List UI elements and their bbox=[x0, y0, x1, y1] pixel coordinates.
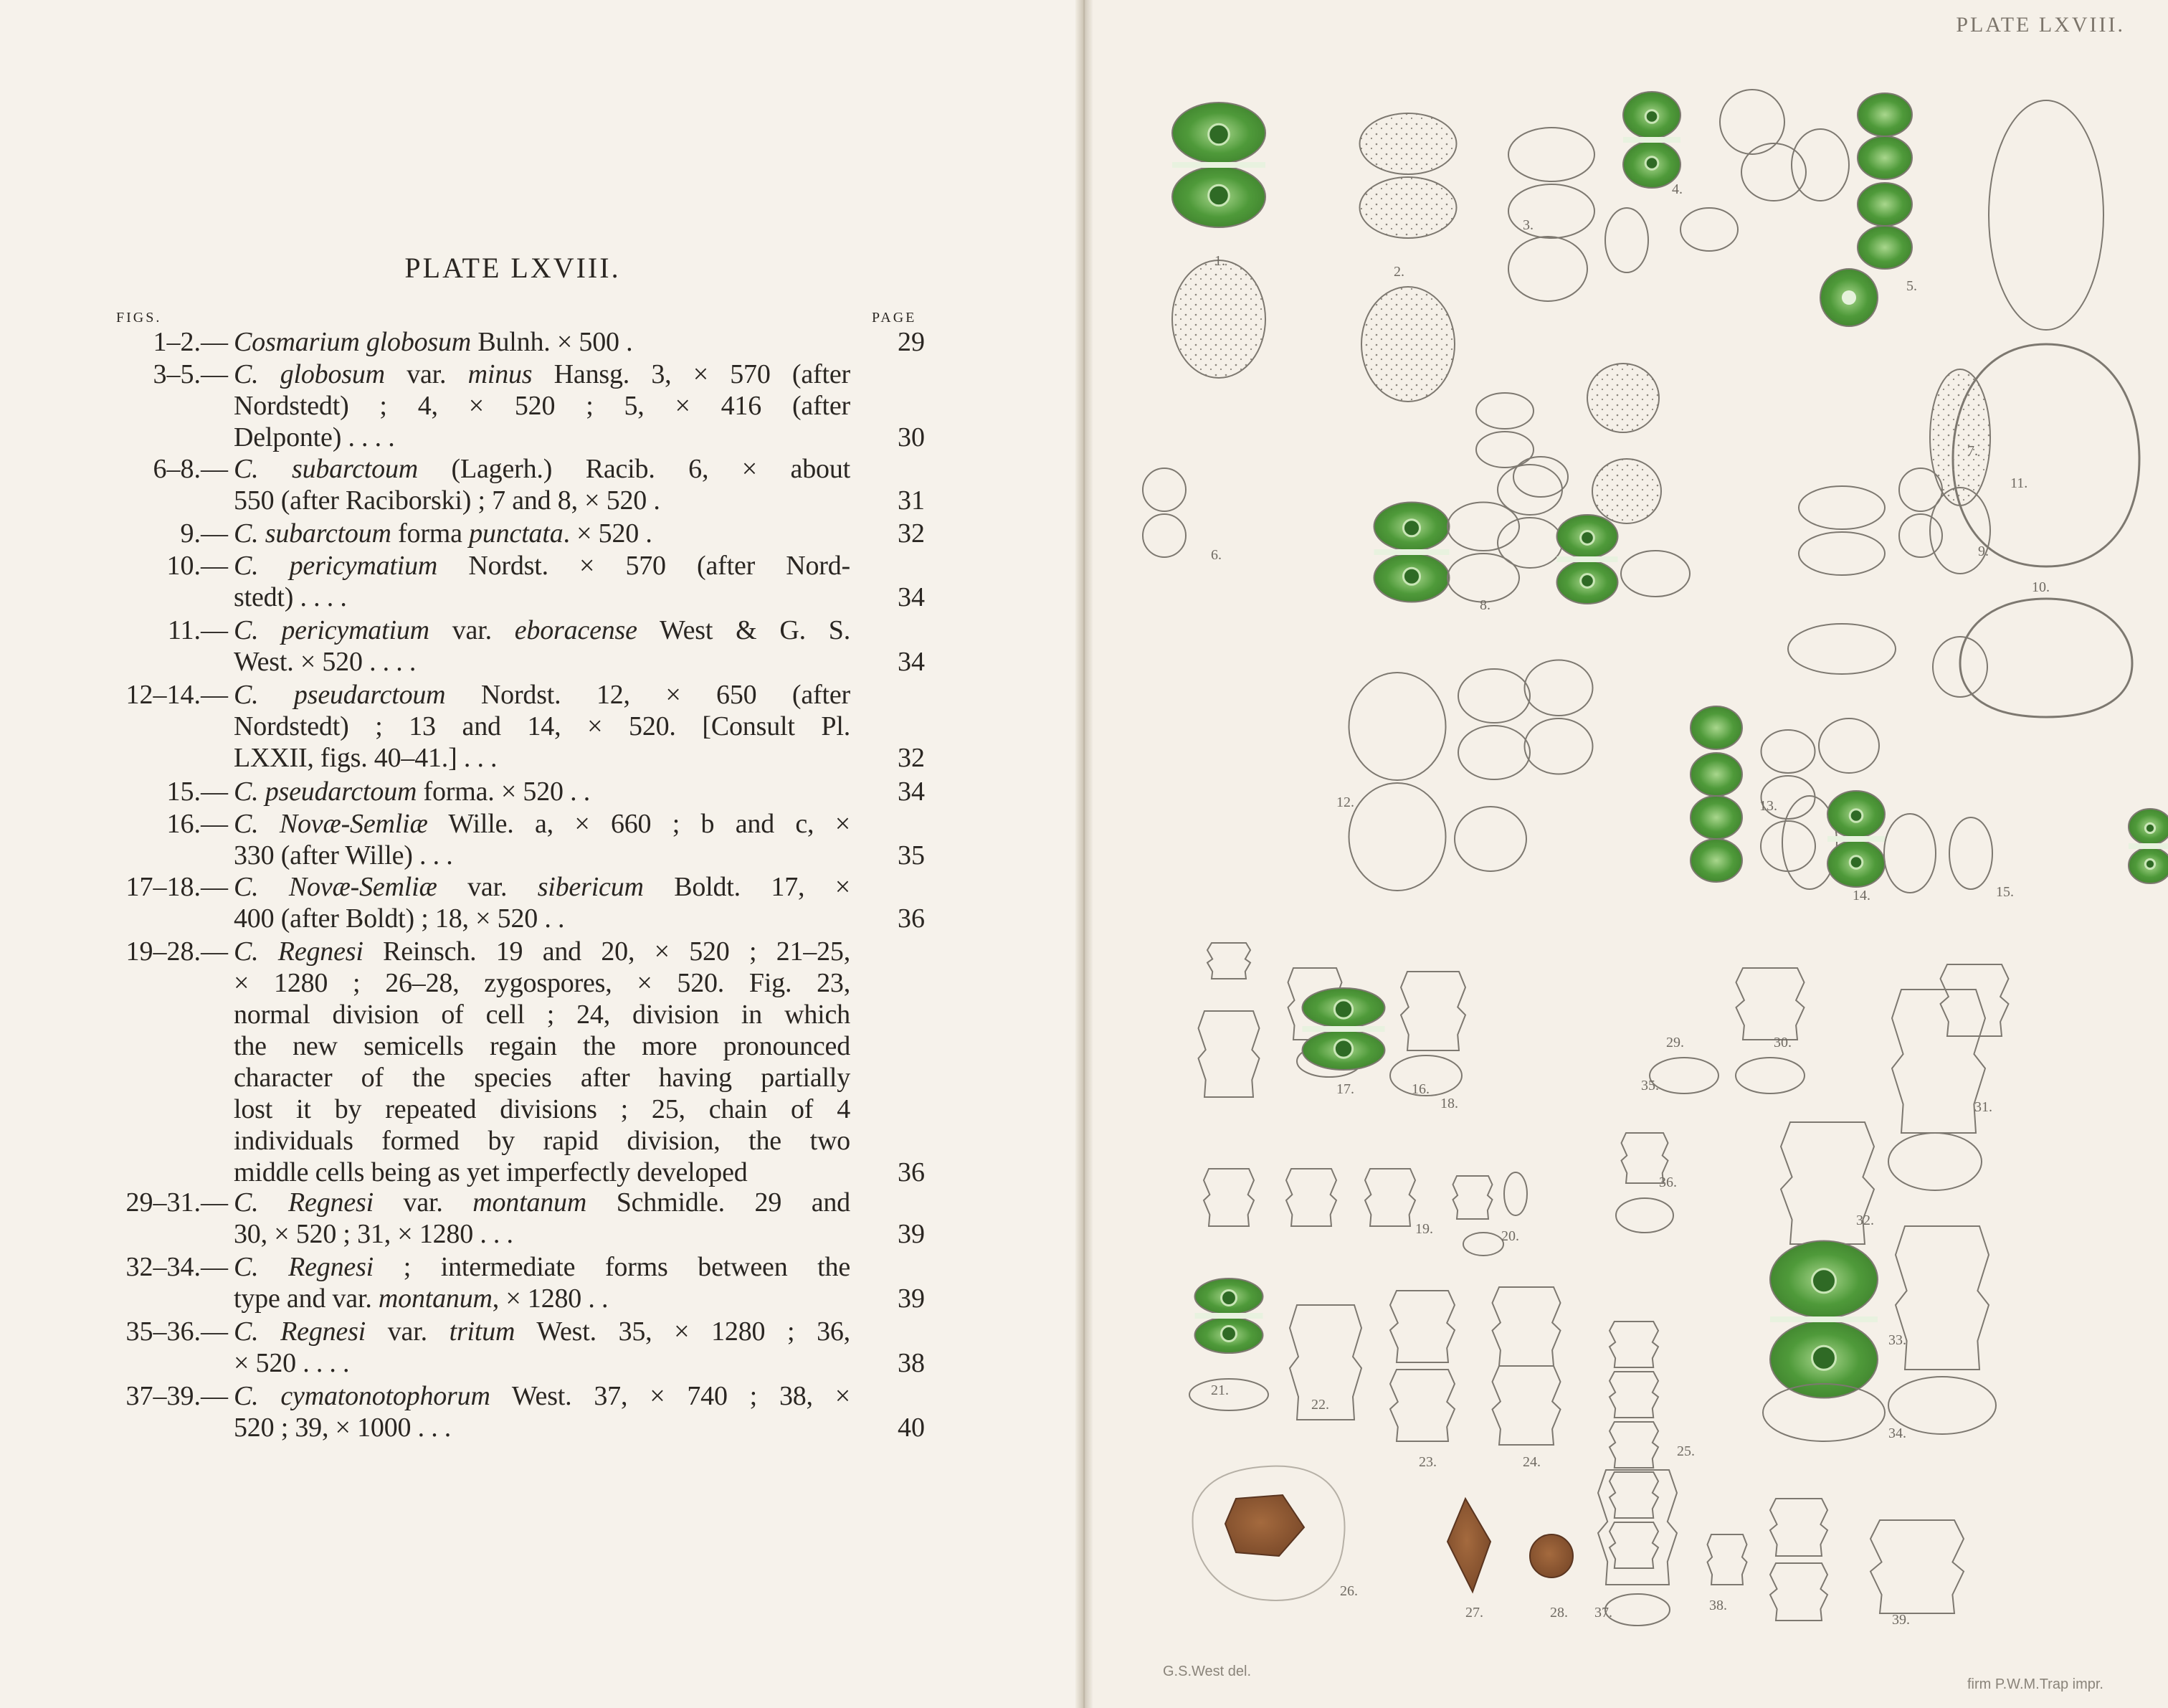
figure-number: 12. bbox=[1336, 794, 1354, 810]
entry-line: C. Novæ-Semliæ Wille. a, × 660 ; b and c, × bbox=[234, 809, 850, 839]
entry-line: Nordstedt) ; 13 and 14, × 520. [Consult Pl. bbox=[234, 711, 850, 741]
entry-line: stedt) . . . . bbox=[234, 582, 347, 612]
page-number: 36 bbox=[898, 903, 925, 934]
chain-cell bbox=[1858, 183, 1912, 226]
pyrenoid bbox=[1222, 1291, 1237, 1306]
figure-number: 13. bbox=[1759, 798, 1777, 814]
drawing-part bbox=[1143, 514, 1186, 557]
entry-line: the new semicells regain the more pronounced bbox=[234, 1031, 850, 1061]
drawing-part bbox=[1476, 432, 1534, 468]
figure-number: 26. bbox=[1340, 1583, 1358, 1599]
cell-view bbox=[1172, 260, 1265, 378]
drawing-part bbox=[1899, 514, 1942, 557]
cell-view bbox=[1680, 208, 1738, 251]
isthmus bbox=[1374, 549, 1450, 555]
drawing-part bbox=[1508, 184, 1594, 238]
entry-line: normal division of cell ; 24, division in which bbox=[234, 1000, 850, 1030]
entry-line: 520 ; 39, × 1000 . . . bbox=[234, 1413, 452, 1443]
plate-entry bbox=[0, 550, 946, 613]
figure-range: 37–39.— bbox=[125, 1381, 228, 1411]
entry-line: Cosmarium globosum Bulnh. × 500 . bbox=[234, 327, 633, 357]
cell-view bbox=[1650, 1058, 1718, 1093]
page-number: 40 bbox=[898, 1413, 925, 1443]
plate-entry bbox=[0, 1187, 946, 1250]
figure-number: 1. bbox=[1214, 253, 1225, 269]
drawing-part bbox=[1799, 486, 1885, 529]
page-number: 36 bbox=[898, 1157, 925, 1187]
plate-entry bbox=[0, 1380, 946, 1443]
entry-line: LXXII, figs. 40–41.] . . . bbox=[234, 743, 498, 773]
entry-line: C. cymatonotophorum West. 37, × 740 ; 38, × bbox=[234, 1381, 850, 1411]
figure-number: 36. bbox=[1659, 1175, 1677, 1190]
angular-cell bbox=[1941, 964, 2009, 1036]
figure-range: 3–5.— bbox=[153, 359, 228, 389]
angular-cell bbox=[1286, 1169, 1336, 1226]
figure-number: 37. bbox=[1594, 1605, 1612, 1621]
cell-view bbox=[1189, 1379, 1268, 1410]
angular-cell bbox=[1736, 968, 1805, 1040]
figure-number: 8. bbox=[1480, 597, 1490, 613]
left-page bbox=[0, 0, 1075, 1708]
entry-line: C. Novæ-Semliæ var. sibericum Boldt. 17, × bbox=[234, 872, 850, 902]
figure-number: 4. bbox=[1672, 181, 1683, 197]
page-number: 34 bbox=[898, 647, 925, 677]
plate-entry bbox=[0, 679, 946, 774]
pyrenoid bbox=[1209, 124, 1230, 145]
cell-view bbox=[1888, 1133, 1982, 1190]
cell-view bbox=[1720, 90, 1784, 154]
page-number: 39 bbox=[898, 1284, 925, 1314]
cell-view bbox=[1989, 100, 2103, 330]
page-number: 38 bbox=[898, 1348, 925, 1378]
entry-line: C. Regnesi var. tritum West. 35, × 1280 ; 36, bbox=[234, 1316, 850, 1347]
figure-number: 34. bbox=[1888, 1425, 1906, 1441]
pyrenoid bbox=[1812, 1346, 1836, 1370]
figure-range: 1–2.— bbox=[153, 327, 228, 357]
cell-view bbox=[1463, 1233, 1503, 1256]
drawing-part bbox=[1447, 554, 1519, 602]
isthmus bbox=[1623, 137, 1680, 143]
figure-number: 29. bbox=[1666, 1035, 1684, 1050]
angular-cell bbox=[1453, 1176, 1493, 1219]
figure-number: 2. bbox=[1394, 264, 1404, 280]
plate-entry bbox=[0, 1316, 946, 1379]
figure-range: 19–28.— bbox=[125, 936, 228, 967]
chain-cell bbox=[1858, 93, 1912, 136]
entry-line: middle cells being as yet imperfectly developed bbox=[234, 1157, 748, 1187]
figure-number: 33. bbox=[1888, 1332, 1906, 1348]
figure-number: 6. bbox=[1211, 547, 1222, 563]
cell-view bbox=[1455, 807, 1526, 871]
angular-cell bbox=[1401, 972, 1465, 1050]
plate-entry bbox=[0, 871, 946, 934]
drawing-part bbox=[1360, 177, 1457, 238]
pyrenoid bbox=[2145, 859, 2154, 868]
page-number: 30 bbox=[898, 422, 925, 452]
pyrenoid bbox=[1581, 574, 1594, 588]
plate-entry bbox=[0, 326, 946, 358]
plate-illustration bbox=[1093, 0, 2168, 1708]
pyrenoid bbox=[2145, 823, 2154, 832]
printer-credit: firm P.W.M.Trap impr. bbox=[1967, 1676, 2103, 1692]
chain-cell bbox=[1691, 839, 1742, 882]
figure-number: 15. bbox=[1996, 884, 2014, 900]
figs-column-header: FIGS. bbox=[116, 310, 162, 326]
figure-number: 35. bbox=[1641, 1078, 1659, 1093]
figure-number: 7. bbox=[1967, 443, 1978, 459]
zygospore bbox=[1225, 1495, 1304, 1556]
page-number: 29 bbox=[898, 327, 925, 357]
chain-cell bbox=[1691, 706, 1742, 749]
entry-line: C. globosum var. minus Hansg. 3, × 570 (after bbox=[234, 359, 850, 389]
pyrenoid bbox=[1645, 110, 1658, 123]
figure-number: 28. bbox=[1550, 1605, 1568, 1621]
figure-number: 31. bbox=[1974, 1099, 1992, 1115]
cell-view bbox=[1605, 208, 1648, 272]
plate-entry bbox=[0, 453, 946, 516]
top-view-center bbox=[1842, 290, 1856, 305]
figure-range: 12–14.— bbox=[125, 680, 228, 710]
figure-number: 11. bbox=[2010, 475, 2028, 491]
cell-view bbox=[1761, 821, 1815, 871]
entry-line: 330 (after Wille) . . . bbox=[234, 840, 453, 870]
pyrenoid bbox=[1334, 1040, 1352, 1058]
plate-entry bbox=[0, 776, 946, 807]
angular-cell bbox=[1610, 1322, 1658, 1367]
figure-number: 23. bbox=[1419, 1454, 1437, 1470]
page-number: 34 bbox=[898, 777, 925, 807]
figure-number: 20. bbox=[1501, 1228, 1519, 1244]
plate-entry bbox=[0, 1251, 946, 1314]
entry-line: character of the species after having partially bbox=[234, 1063, 850, 1093]
book-gutter bbox=[1075, 0, 1093, 1708]
cell-view bbox=[1736, 1058, 1805, 1093]
figure-number: 17. bbox=[1336, 1081, 1354, 1097]
drawing-part bbox=[1447, 503, 1519, 551]
figure-range: 29–31.— bbox=[125, 1187, 228, 1218]
angular-cell bbox=[1390, 1291, 1455, 1362]
drawing-part bbox=[1458, 726, 1530, 779]
figure-number: 27. bbox=[1465, 1605, 1483, 1621]
angular-cell bbox=[1892, 990, 1985, 1133]
entry-line: C. pseudarctoum Nordst. 12, × 650 (after bbox=[234, 680, 850, 710]
angular-cell bbox=[1896, 1226, 1989, 1370]
figure-range: 32–34.— bbox=[125, 1252, 228, 1282]
pyrenoid bbox=[1812, 1269, 1836, 1293]
cell-view bbox=[1621, 551, 1690, 597]
angular-cell bbox=[1493, 1287, 1561, 1366]
drawing-part bbox=[1360, 113, 1457, 174]
isthmus bbox=[1827, 836, 1885, 842]
figure-range: 17–18.— bbox=[125, 872, 228, 902]
angular-cell bbox=[1610, 1472, 1658, 1518]
angular-cell bbox=[1204, 1169, 1254, 1226]
entry-line: 30, × 520 ; 31, × 1280 . . . bbox=[234, 1219, 513, 1249]
page-number: 35 bbox=[898, 840, 925, 870]
chain-cell bbox=[1691, 753, 1742, 796]
isthmus bbox=[1172, 162, 1265, 168]
drawing-part bbox=[1349, 673, 1446, 780]
drawing-part bbox=[1143, 468, 1186, 511]
cell-view bbox=[1616, 1198, 1673, 1233]
page-number: 39 bbox=[898, 1219, 925, 1249]
isthmus bbox=[1770, 1316, 1878, 1322]
figure-number: 9. bbox=[1978, 544, 1989, 559]
entry-line: lost it by repeated divisions ; 25, chain of 4 bbox=[234, 1094, 850, 1124]
pyrenoid bbox=[1850, 810, 1863, 822]
drawing-part bbox=[1525, 660, 1593, 716]
pyrenoid bbox=[1334, 1000, 1352, 1018]
angular-cell bbox=[1365, 1169, 1415, 1226]
pyrenoid bbox=[1645, 157, 1658, 170]
figure-number: 24. bbox=[1523, 1454, 1541, 1470]
isthmus bbox=[1303, 1026, 1385, 1032]
cell-view bbox=[1741, 143, 1806, 201]
cell-view bbox=[1949, 817, 1992, 889]
cell-view bbox=[1819, 718, 1879, 773]
cell-view bbox=[1587, 364, 1659, 432]
isthmus bbox=[1195, 1313, 1263, 1319]
cell-view bbox=[1930, 369, 1990, 506]
figure-number: 5. bbox=[1906, 278, 1917, 294]
isthmus bbox=[1557, 556, 1618, 562]
cell-view bbox=[1884, 814, 1936, 893]
plate-entry bbox=[0, 518, 946, 549]
pyrenoid bbox=[1403, 568, 1420, 584]
drawing-part bbox=[1508, 128, 1594, 181]
figure-number: 22. bbox=[1311, 1397, 1329, 1413]
right-page bbox=[1093, 0, 2168, 1708]
entry-line: C. Regnesi ; intermediate forms between the bbox=[234, 1252, 851, 1282]
figure-number: 30. bbox=[1774, 1035, 1792, 1050]
drawing-part bbox=[1476, 393, 1534, 429]
angular-cell bbox=[1770, 1563, 1827, 1621]
page-number: 32 bbox=[898, 518, 925, 549]
entry-line: C. subarctoum (Lagerh.) Racib. 6, × about bbox=[234, 454, 850, 484]
entry-line: C. pericymatium Nordst. × 570 (after Nord- bbox=[234, 551, 850, 581]
zygospore bbox=[1530, 1534, 1573, 1577]
figure-number: 38. bbox=[1709, 1598, 1727, 1613]
pyrenoid bbox=[1581, 531, 1594, 545]
angular-cell bbox=[1610, 1522, 1658, 1568]
cell-view bbox=[1792, 129, 1849, 201]
plate-entry bbox=[0, 936, 946, 1188]
drawing-part bbox=[1458, 669, 1530, 723]
figure-number: 39. bbox=[1892, 1612, 1910, 1628]
angular-cell bbox=[1708, 1534, 1747, 1585]
figure-number: 21. bbox=[1211, 1382, 1229, 1398]
figure-number: 25. bbox=[1677, 1443, 1695, 1459]
page-number: 34 bbox=[898, 582, 925, 612]
angular-cell bbox=[1610, 1372, 1658, 1418]
entry-line: C. Regnesi Reinsch. 19 and 20, × 520 ; 21–25, bbox=[234, 936, 850, 967]
entry-line: type and var. montanum, × 1280 . . bbox=[234, 1284, 609, 1314]
pyrenoid bbox=[1403, 520, 1420, 536]
cell-view bbox=[1513, 457, 1568, 497]
cell-view bbox=[1508, 237, 1587, 301]
angular-cell bbox=[1770, 1499, 1827, 1556]
angular-cell bbox=[1493, 1366, 1561, 1445]
entry-line: West. × 520 . . . . bbox=[234, 647, 417, 677]
figure-number: 14. bbox=[1853, 888, 1870, 903]
cell-view bbox=[1605, 1594, 1670, 1626]
drawing-part bbox=[1762, 730, 1815, 773]
entry-line: × 1280 ; 26–28, zygospores, × 520. Fig. 23, bbox=[234, 968, 850, 998]
entry-line: C. Regnesi var. montanum Schmidle. 29 and bbox=[234, 1187, 850, 1218]
page-column-header: PAGE bbox=[872, 310, 917, 326]
pyrenoid bbox=[1222, 1327, 1237, 1342]
pyrenoid bbox=[1850, 856, 1863, 869]
chain-cell bbox=[1858, 136, 1912, 179]
figure-number: 32. bbox=[1856, 1213, 1874, 1228]
zygospore bbox=[1447, 1499, 1490, 1592]
entry-line: Delponte) . . . . bbox=[234, 422, 395, 452]
entry-line: C. subarctoum forma punctata. × 520 . bbox=[234, 518, 652, 549]
cell-view bbox=[1788, 624, 1896, 674]
drawing-part bbox=[1349, 783, 1446, 891]
figure-range: 11.— bbox=[167, 615, 228, 645]
figure-range: 6–8.— bbox=[153, 454, 228, 484]
running-head: PLATE LXVIII. bbox=[1956, 13, 2125, 37]
angular-cell bbox=[1199, 1011, 1260, 1097]
angular-cell bbox=[1870, 1520, 1964, 1613]
cell-view bbox=[1592, 459, 1661, 523]
drawing-part bbox=[1498, 465, 1562, 515]
artist-credit: G.S.West del. bbox=[1163, 1664, 1252, 1679]
figure-number: 19. bbox=[1415, 1221, 1433, 1237]
figure-number: 3. bbox=[1523, 217, 1534, 233]
page-number: 31 bbox=[898, 485, 925, 516]
plate-entry bbox=[0, 359, 946, 453]
figure-number: 18. bbox=[1440, 1096, 1458, 1111]
drawing-part bbox=[1799, 532, 1885, 575]
chain-cell bbox=[1858, 226, 1912, 269]
figure-number: 10. bbox=[2032, 579, 2050, 595]
angular-cell bbox=[1610, 1422, 1658, 1468]
entry-line: C. pericymatium var. eboracense West & G. S. bbox=[234, 615, 850, 645]
entry-line: Nordstedt) ; 4, × 520 ; 5, × 416 (after bbox=[234, 391, 850, 421]
entry-line: C. pseudarctoum forma. × 520 . . bbox=[234, 777, 591, 807]
figure-range: 16.— bbox=[166, 809, 228, 839]
entry-line: individuals formed by rapid division, the two bbox=[234, 1126, 850, 1156]
plate-entry bbox=[0, 808, 946, 871]
entry-line: 400 (after Boldt) ; 18, × 520 . . bbox=[234, 903, 565, 934]
angular-cell bbox=[1207, 943, 1250, 979]
cell-view bbox=[1504, 1172, 1527, 1215]
figure-range: 35–36.— bbox=[125, 1316, 228, 1347]
plate-title: PLATE LXVIII. bbox=[404, 252, 621, 284]
figure-range: 10.— bbox=[166, 551, 228, 581]
cell-view bbox=[1361, 287, 1455, 402]
pyrenoid bbox=[1209, 185, 1230, 206]
drawing-part bbox=[1899, 468, 1942, 511]
entry-line: × 520 . . . . bbox=[234, 1348, 350, 1378]
isthmus bbox=[2129, 843, 2168, 849]
figure-number: 16. bbox=[1412, 1081, 1430, 1097]
angular-cell bbox=[1390, 1370, 1455, 1441]
page-number: 32 bbox=[898, 743, 925, 773]
figure-range: 15.— bbox=[166, 777, 228, 807]
drawing-part bbox=[1525, 718, 1593, 774]
chain-cell bbox=[1691, 796, 1742, 839]
figure-range: 9.— bbox=[180, 518, 228, 549]
entry-line: 550 (after Raciborski) ; 7 and 8, × 520 . bbox=[234, 485, 660, 516]
plate-entry bbox=[0, 615, 946, 678]
